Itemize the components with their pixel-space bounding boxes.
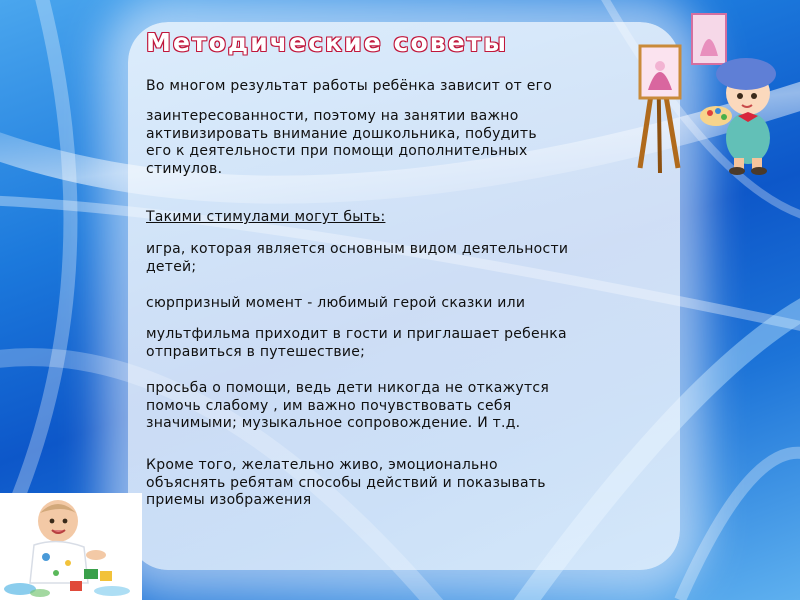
paragraph-explain: Кроме того, желательно живо, эмоционально объяснять ребятам способы действий и показывать приемы изображения [146, 457, 546, 508]
slide-title: Методические советы [146, 28, 509, 57]
baby-painting-icon [0, 493, 142, 600]
paragraph-interest: заинтересованности, поэтому на занятии важно активизировать внимание дошкольника, побудить его к деятельности при помощи дополнительных стимулов. [146, 108, 537, 177]
paragraph-game: игра, которая является основным видом деятельности детей; [146, 241, 569, 275]
painter-child-icon [630, 8, 790, 178]
paragraph-stimuli-heading: Такими стимулами могут быть: [146, 209, 386, 225]
paragraph-surprise: сюрпризный момент - любимый герой сказки или [146, 295, 526, 311]
paragraph-cartoon: мультфильма приходит в гости и приглашает ребенка отправиться в путешествие; [146, 326, 567, 360]
paragraph-help: просьба о помощи, ведь дети никогда не откажутся помочь слабому , им важно почувствовать себя значимыми; музыкальное сопровождение. И т.д. [146, 380, 549, 431]
paragraph-intro: Во многом результат работы ребёнка зависит от его [146, 78, 553, 94]
